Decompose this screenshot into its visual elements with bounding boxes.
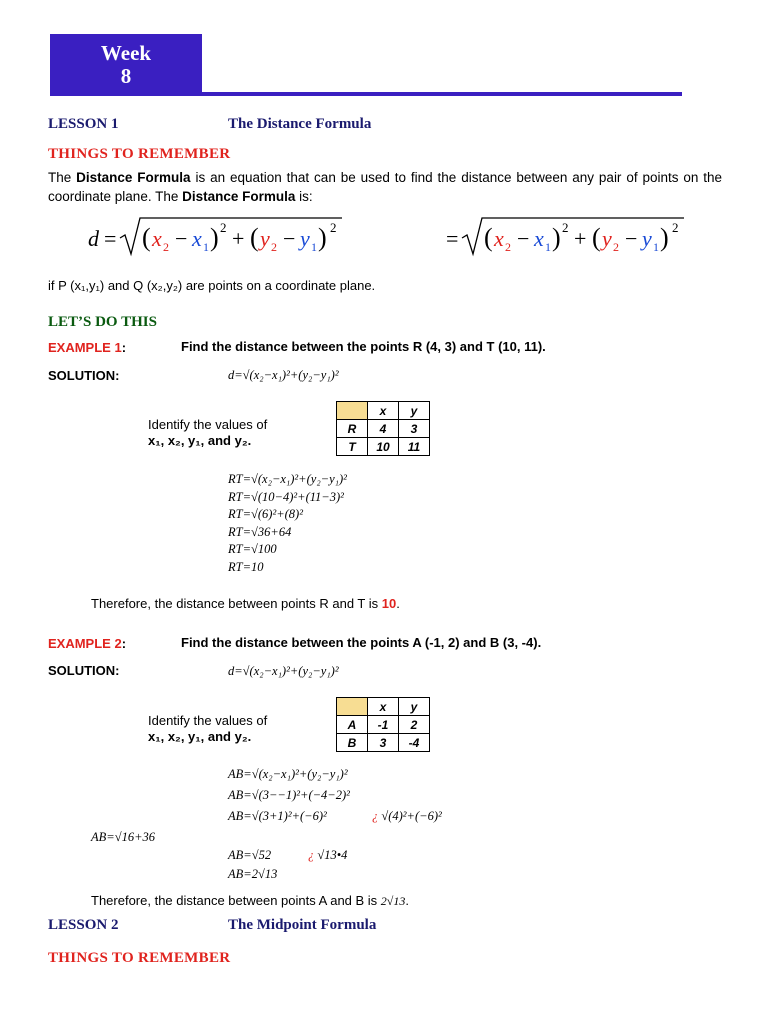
example-2-identify-line1: Identify the values of	[148, 713, 268, 728]
table-row	[337, 402, 430, 420]
svg-text:−: −	[517, 226, 530, 251]
example-2-values-table	[336, 697, 430, 752]
ex2-side-a	[372, 809, 442, 824]
svg-text:2: 2	[330, 220, 337, 235]
intro-text-1: The	[48, 170, 77, 185]
intro-paragraph	[48, 168, 722, 206]
side-b-mark: ¿	[308, 848, 315, 862]
table-cell: A	[337, 716, 368, 734]
svg-text:2: 2	[505, 240, 511, 254]
svg-text:1: 1	[545, 240, 551, 254]
example-1-identify-line2: x₁, x₂, y₁, and y₂.	[148, 433, 252, 448]
example-2-identify-line2: x₁, x₂, y₁, and y₂.	[148, 729, 252, 744]
table-row	[337, 716, 430, 734]
lesson-2-title: The Midpoint Formula	[228, 917, 377, 933]
things-to-remember-heading: THINGS TO REMEMBER	[48, 146, 231, 162]
example-2-identify	[148, 713, 267, 745]
svg-text:x: x	[494, 226, 504, 251]
table-row	[337, 698, 430, 716]
svg-text:(: (	[250, 223, 259, 252]
table-cell: -4	[399, 734, 430, 752]
example-1-conclusion	[91, 596, 400, 611]
lesson-1-label: LESSON 1	[48, 116, 119, 132]
svg-text:(: (	[142, 223, 151, 252]
table-cell: B	[337, 734, 368, 752]
side-b-expression: √13•4	[317, 848, 348, 862]
svg-text:2: 2	[613, 240, 619, 254]
conclusion-text: Therefore, the distance between points A and B is	[91, 893, 381, 908]
example-1-formula: d=√(x₂−x₁)²+(y₂−y₁)²	[228, 368, 339, 382]
example-2-question: Find the distance between the points A (-1, 2) and B (3, -4).	[181, 635, 542, 650]
example-2-answer: 2√13	[380, 894, 406, 908]
table-cell: 11	[399, 438, 430, 456]
example-2-formula: d=√(x₂−x₁)²+(y₂−y₁)²	[228, 664, 339, 678]
svg-text:1: 1	[653, 240, 659, 254]
things-to-remember-heading-2: THINGS TO REMEMBER	[48, 950, 231, 966]
table-header-x: x	[368, 698, 399, 716]
intro-text-3: is:	[295, 189, 313, 204]
example-2-label: EXAMPLE 2	[48, 636, 122, 651]
table-corner	[337, 402, 368, 420]
conclusion-text: Therefore, the distance between points R and T is	[91, 596, 382, 611]
example-1-colon: :	[121, 340, 127, 355]
example-1-label: EXAMPLE 1	[48, 340, 122, 355]
table-row	[337, 734, 430, 752]
distance-formula-display	[80, 212, 700, 262]
table-header-x: x	[368, 402, 399, 420]
header-rule	[202, 92, 682, 96]
example-2-colon: :	[121, 636, 127, 651]
side-a-mark: ¿	[372, 809, 379, 823]
svg-text:x: x	[152, 226, 162, 251]
example-1-identify	[148, 417, 267, 449]
svg-text:+: +	[232, 226, 245, 251]
ex2-step-2: AB=√(3−−1)²+(−4−2)²	[228, 788, 350, 802]
svg-text:2: 2	[271, 240, 277, 254]
svg-text:(: (	[484, 223, 493, 252]
svg-text:=: =	[446, 226, 459, 251]
intro-term-2: Distance Formula	[182, 189, 296, 204]
ex2-step-3: AB=√(3+1)²+(−6)²	[228, 809, 327, 823]
ex2-step-6: AB=2√13	[228, 867, 278, 881]
table-cell: T	[337, 438, 368, 456]
step-line: RT=10	[228, 559, 264, 574]
svg-text:2: 2	[562, 220, 569, 235]
intro-text-2: is an equation that can be used to find the distance between any pair of points on the coordinate plane. The	[48, 170, 723, 204]
conclusion-period: .	[405, 893, 410, 908]
example-1-answer: 10	[381, 596, 397, 611]
svg-text:(: (	[592, 223, 601, 252]
example-1-identify-line1: Identify the values of	[148, 417, 268, 432]
week-badge	[50, 34, 202, 96]
example-2-solution-label: SOLUTION:	[48, 663, 120, 678]
example-1-header	[48, 339, 126, 357]
example-2-conclusion	[91, 893, 409, 909]
svg-text:−: −	[625, 226, 638, 251]
svg-text:+: +	[574, 226, 587, 251]
table-corner	[337, 698, 368, 716]
svg-text:x: x	[192, 226, 202, 251]
svg-text:): )	[660, 223, 669, 252]
conclusion-period: .	[396, 596, 400, 611]
formula-d: d	[88, 226, 99, 251]
step-line: RT=√100	[228, 542, 277, 556]
svg-text:1: 1	[311, 240, 317, 254]
points-note: if P (x₁,y₁) and Q (x₂,y₂) are points on a coordinate plane.	[48, 278, 376, 293]
week-label: Week	[100, 41, 152, 65]
svg-text:−: −	[283, 226, 296, 251]
table-cell: 2	[399, 716, 430, 734]
svg-text:2: 2	[163, 240, 169, 254]
svg-text:−: −	[175, 226, 188, 251]
table-cell: -1	[368, 716, 399, 734]
table-cell: 3	[368, 734, 399, 752]
svg-text:): )	[552, 223, 561, 252]
example-1-solution-label: SOLUTION:	[48, 368, 120, 383]
svg-text:x: x	[534, 226, 544, 251]
svg-text:y: y	[602, 226, 612, 251]
svg-text:1: 1	[203, 240, 209, 254]
table-header-y: y	[399, 402, 430, 420]
table-header-y: y	[399, 698, 430, 716]
ex2-step-1: AB=√(x₂−x₁)²+(y₂−y₁)²	[228, 767, 348, 781]
example-1-question: Find the distance between the points R (4, 3) and T (10, 11).	[181, 339, 546, 354]
svg-text:2: 2	[672, 220, 679, 235]
svg-text:y: y	[300, 226, 310, 251]
table-row	[337, 420, 430, 438]
step-line: RT=√(10−4)²+(11−3)²	[228, 489, 344, 504]
svg-text:): )	[210, 223, 219, 252]
svg-text:2: 2	[220, 220, 227, 235]
table-cell: 3	[399, 420, 430, 438]
step-line: RT=√(6)²+(8)²	[228, 507, 303, 521]
svg-text:y: y	[642, 226, 652, 251]
step-line: RT=√(x₂−x₁)²+(y₂−y₁)²	[228, 472, 347, 486]
table-cell: 10	[368, 438, 399, 456]
side-a-expression: √(4)²+(−6)²	[381, 809, 442, 823]
table-cell: R	[337, 420, 368, 438]
table-cell: 4	[368, 420, 399, 438]
lesson-1-title: The Distance Formula	[228, 116, 372, 132]
svg-text:y: y	[260, 226, 270, 251]
lesson-2-label: LESSON 2	[48, 917, 119, 933]
step-line: RT=√36+64	[228, 524, 292, 539]
svg-text:=: =	[104, 226, 117, 251]
ex2-step-5: AB=√52	[228, 848, 272, 862]
ex2-step-4: AB=√16+36	[91, 830, 156, 844]
example-1-steps	[228, 471, 347, 576]
example-2-header	[48, 635, 126, 653]
table-row	[337, 438, 430, 456]
example-1-values-table	[336, 401, 430, 456]
intro-term-1: Distance Formula	[76, 170, 191, 185]
lets-do-this-heading: LET’S DO THIS	[48, 314, 157, 330]
ex2-side-b	[308, 848, 347, 863]
svg-text:): )	[318, 223, 327, 252]
week-number: 8	[120, 64, 132, 88]
